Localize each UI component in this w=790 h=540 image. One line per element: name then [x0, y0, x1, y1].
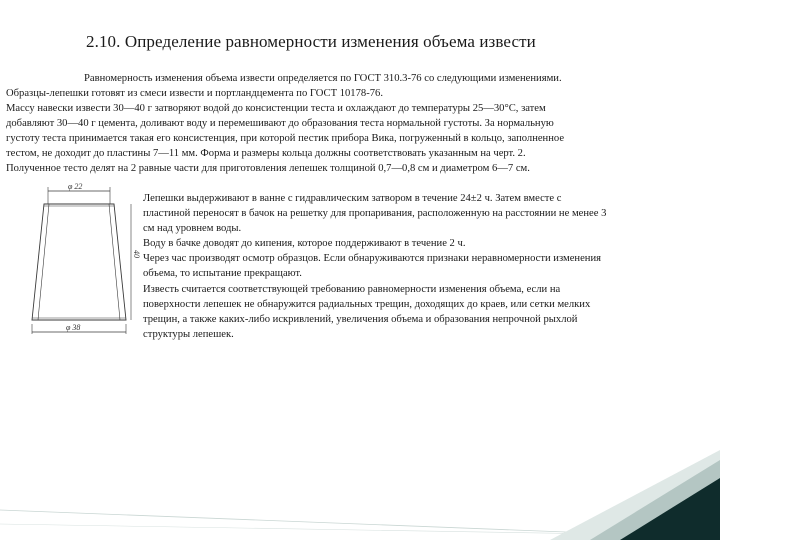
corner-decoration: [550, 450, 720, 540]
intro-line: тестом, не доходит до пластины 7—11 мм. Форма и размеры кольца должны соответствовать указанным на черт. 2.: [6, 148, 526, 159]
top-diameter-label: φ 22: [68, 182, 83, 191]
intro-line: Равномерность изменения объема извести определяется по ГОСТ 310.3-76 со следующими изменениями.: [84, 73, 562, 84]
height-label: 40: [132, 250, 141, 258]
bottom-diameter-label: φ 38: [66, 323, 81, 332]
procedure-line: Лепешки выдерживают в ванне с гидравлическим затвором в течение 24±2 ч. Затем вместе с: [143, 193, 562, 204]
procedure-line: пластиной переносят в бачок на решетку для пропаривания, расположенную на расстоянии не менее 3: [143, 208, 607, 220]
slide-title: 2.10. Определение равномерности изменения объема извести: [86, 32, 536, 51]
procedure-line: Воду в бачке доводят до кипения, которое поддерживают в течение 2 ч.: [143, 238, 466, 250]
intro-line: Массу навески извести 30—40 г затворяют водой до консистенции теста и охлаждают до температуры 25—30°С, затем: [6, 103, 546, 114]
intro-line: Образцы-лепешки готовят из смеси извести и портландцемента по ГОСТ 10178-76.: [6, 88, 383, 99]
procedure-line: Известь считается соответствующей требованию равномерности изменения объема, если на: [143, 283, 561, 295]
intro-line: густоту теста принимается такая его консистенция, при которой пестик прибора Вика, погруженный в кольцо, заполненное: [6, 133, 565, 144]
procedure-line: поверхности лепешек не обнаружится радиальных трещин, доходящих до краев, или сетки мелких: [143, 298, 591, 310]
procedure-line: трещин, а также каких-либо искривлений, увеличения объема и образования непрочной рыхлой: [143, 313, 578, 325]
procedure-line: структуры лепешек.: [143, 328, 234, 340]
intro-line: Полученное тесто делят на 2 равные части для приготовления лепешек толщиной 0,7—0,8 см и диаметром 6—7 см.: [6, 163, 530, 174]
procedure-line: Через час производят осмотр образцов. Если обнаруживаются признаки неравномерности изменения: [143, 253, 601, 265]
procedure-text: [143, 191, 713, 342]
ring-drawing: [18, 182, 141, 337]
intro-line: добавляют 30—40 г цемента, доливают воду и перемешивают до образования теста нормальной густоты. За нормальную: [6, 118, 554, 129]
procedure-line: объема, то испытание прекращают.: [143, 268, 302, 280]
procedure-line: см над уровнем воды.: [143, 223, 242, 235]
